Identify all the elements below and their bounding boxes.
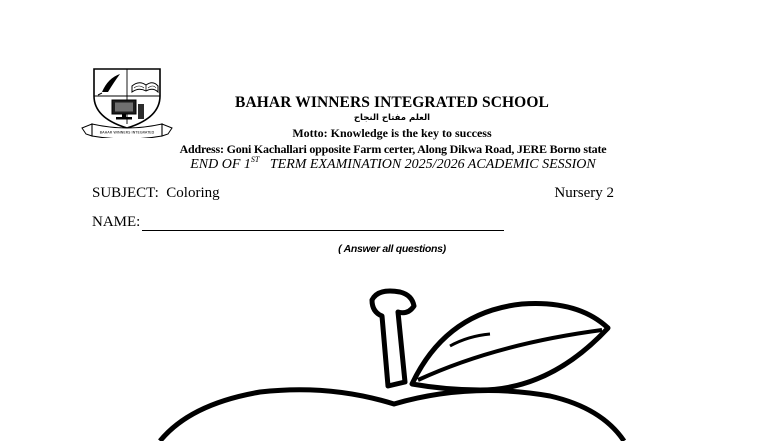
instruction-text: ( Answer all questions) [338, 243, 446, 255]
exam-title [140, 157, 646, 173]
apple-body [160, 390, 624, 441]
arabic-motto: العلم مفتاح النجاح [353, 113, 431, 123]
school-logo [80, 66, 174, 138]
logo-banner-text: BAHAR WINNERS INTEGRATED [99, 130, 155, 135]
exam-title-suffix: TERM EXAMINATION 2025/2026 ACADEMIC SESSION [269, 157, 596, 172]
apple-leaf [412, 304, 608, 391]
exam-title-superscript: ST [250, 155, 260, 164]
school-name: BAHAR WINNERS INTEGRATED SCHOOL [235, 94, 549, 111]
apple-stem [372, 291, 414, 386]
subject-value: Coloring [166, 185, 220, 201]
name-blank-line[interactable] [142, 216, 504, 231]
school-motto: Motto: Knowledge is the key to success [292, 126, 492, 140]
class-name: Nursery 2 [554, 185, 614, 201]
name-row [92, 214, 504, 231]
subject-row [92, 185, 614, 202]
subject-label: SUBJECT: [92, 185, 159, 201]
school-address: Address: Goni Kachallari opposite Farm certer, Along Dikwa Road, JERE Borno state [179, 142, 607, 156]
name-label: NAME: [92, 214, 141, 230]
exam-title-prefix: END OF 1 [190, 157, 251, 172]
apple-icon[interactable] [150, 286, 630, 441]
